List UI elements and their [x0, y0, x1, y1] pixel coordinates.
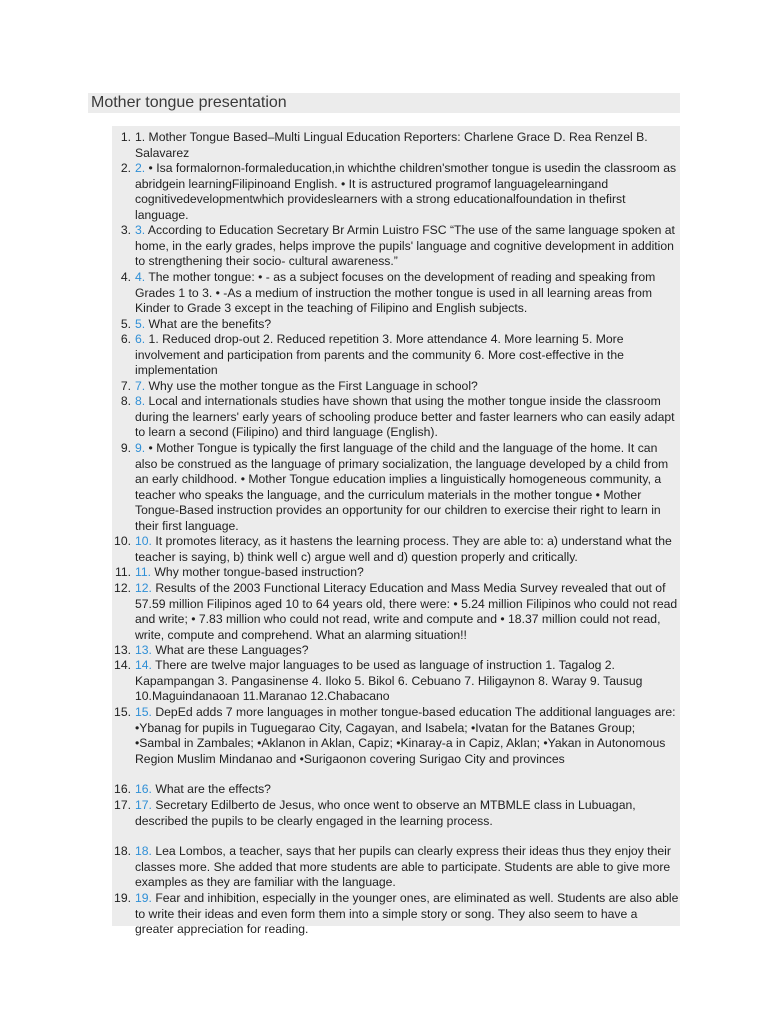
list-item-text [135, 782, 679, 798]
list-item-number: 12. [114, 581, 131, 595]
list-item-text [135, 223, 679, 270]
slide-link[interactable]: 16. [135, 782, 152, 796]
list-item-number: 6. [120, 332, 131, 346]
list-item-number: 15. [114, 705, 131, 719]
list-item-number: 17. [114, 798, 131, 812]
list-item-number: 13. [114, 643, 131, 657]
list-item-body: DepEd adds 7 more languages in mother tongue-based education The additional languages are: •Ybanag for pupils in Tuguegarao City, Cagayan, and Isabela; •Ivatan for the Batanes Group; •Sambal in Zambales; •Aklanon in Aklan, Capiz; •Kinaray-a in Capiz, Aklan; •Yakan in Autonomous Region Muslim Mindanao and •Surigaonon covering Surigao City and provinces [135, 705, 676, 766]
slide-link[interactable]: 17. [135, 798, 152, 812]
list-item-body: It promotes literacy, as it hastens the learning process. They are able to: a) understand what the teacher is saying, b) think well c) argue well and d) question properly and critically. [135, 534, 672, 564]
list-item-number: 9. [120, 441, 131, 455]
list-item-body: • Mother Tongue is typically the first language of the child and the language of the home. It can also be construed as the language of primary socialization, the language developed by a child from an early childhood. • Mother Tongue education implies a linguistically homogeneous community, a teacher who speaks the language, and the curriculum materials in the mother tongue • Mother Tongue-Based instruction provides an opportunity for our children to exercise their right to learn in their first language. [135, 441, 669, 533]
list-item-body: There are twelve major languages to be used as language of instruction 1. Tagalog 2. Kapampangan 3. Pangasinense 4. Iloko 5. Bikol 6. Cebuano 7. Hiligaynon 8. Waray 9. Tausug 10.Maguindanaoan 11.Maranao 12.Chabacano [135, 658, 643, 703]
slide-link[interactable]: 10. [135, 534, 152, 548]
list-item-text [135, 844, 679, 891]
list-item-number: 7. [120, 379, 131, 393]
list-item-number: 1. [120, 130, 131, 144]
list-item-text [135, 441, 679, 534]
document-title: Mother tongue presentation [91, 94, 287, 111]
list-item-number: 14. [114, 658, 131, 672]
list-item-body: 1. Reduced drop-out 2. Reduced repetition 3. More attendance 4. More learning 5. More involvement and participation from parents and the community 6. More cost-effective in the implementation [135, 332, 624, 377]
list-item-text [135, 130, 679, 161]
slide-link[interactable]: 6. [135, 332, 146, 346]
list-item-body: Lea Lombos, a teacher, says that her pupils can clearly express their ideas thus they enjoy their classes more. She added that more students are able to participate. Students are able to give more examples as they are familiar with the language. [135, 844, 671, 889]
list-item-body: 1. Mother Tongue Based–Multi Lingual Education Reporters: Charlene Grace D. Rea Renzel B. Salavarez [135, 130, 648, 160]
list-item-text [135, 379, 679, 395]
slide-link[interactable]: 7. [135, 379, 146, 393]
slide-link[interactable]: 3. [135, 223, 146, 237]
list-item-text [135, 565, 679, 581]
list-item-text [135, 798, 679, 829]
list-item-text [135, 394, 679, 441]
list-item-text [135, 534, 679, 565]
slide-link[interactable]: 11. [135, 565, 152, 579]
list-item-body: According to Education Secretary Br Armin Luistro FSC “The use of the same language spoken at home, in the early grades, helps improve the pupils' language and cognitive development in addition to strengthening their socio- cultural awareness.” [135, 223, 675, 268]
list-item-body: What are the effects? [151, 782, 271, 796]
list-item-text [135, 891, 679, 938]
list-item-number: 8. [120, 394, 131, 408]
document-title-bar [88, 93, 680, 113]
list-item-number: 18. [114, 844, 131, 858]
list-item-number: 16. [114, 782, 131, 796]
list-item-text [135, 332, 679, 379]
slide-link[interactable]: 19. [135, 891, 152, 905]
list-item-text [135, 658, 679, 705]
slide-link[interactable]: 12. [135, 581, 152, 595]
slide-link[interactable]: 8. [135, 394, 146, 408]
list-item-number: 2. [120, 161, 131, 175]
list-item-text [135, 581, 679, 643]
list-item-body: • Isa formalornon-formaleducation,in whichthe children'smother tongue is usedin the classroom as abridgein learningFilipinoand English. • It is astructured programof languagelearningand cognitivedevelopmentwhich provideslearners with a strong educationalfoundation in thefirst language. [135, 161, 677, 222]
list-item-number: 11. [114, 565, 131, 579]
list-item-body: Secretary Edilberto de Jesus, who once went to observe an MTBMLE class in Lubuagan, described the pupils to be clearly engaged in the learning process. [135, 798, 636, 828]
list-item-text [135, 705, 679, 767]
list-item-number: 19. [114, 891, 131, 905]
list-item-number: 10. [114, 534, 131, 548]
list-item-text [135, 270, 679, 317]
list-item-body: Results of the 2003 Functional Literacy Education and Mass Media Survey revealed that out of 57.59 million Filipinos aged 10 to 64 years old, there were: • 5.24 million Filipinos who could not read and write; • 7.83 million who could not read, write and compute and • 18.37 million could not read, write, compute and comprehend. What an alarming situation!! [135, 581, 678, 642]
list-item-text [135, 161, 679, 223]
slide-link[interactable]: 14. [135, 658, 152, 672]
list-item-body: What are the benefits? [145, 317, 272, 331]
slide-link[interactable]: 9. [135, 441, 146, 455]
list-item-number: 4. [120, 270, 131, 284]
list-item-body: The mother tongue: • - as a subject focuses on the development of reading and speaking from Grades 1 to 3. • -As a medium of instruction the mother tongue is used in all learning areas from Kinder to Grade 3 except in the teaching of Filipino and English subjects. [135, 270, 656, 315]
list-item-body: Fear and inhibition, especially in the younger ones, are eliminated as well. Students are also able to write their ideas and even form them into a simple story or song. They also seem to have a greater appreciation for reading. [135, 891, 679, 936]
list-item-body: What are these Languages? [151, 643, 309, 657]
content-panel [112, 126, 680, 936]
slide-link[interactable]: 4. [135, 270, 146, 284]
slide-link[interactable]: 5. [135, 317, 146, 331]
list-item-body: Local and internationals studies have shown that using the mother tongue inside the classroom during the learners' early years of schooling produce better and faster learners who can easily adapt to learn a second (Filipino) and third language (English). [135, 394, 675, 439]
slide-link[interactable]: 15. [135, 705, 152, 719]
list-item-number: 5. [120, 317, 131, 331]
list-item-number: 3. [120, 223, 131, 237]
list-item-body: Why mother tongue-based instruction? [151, 565, 364, 579]
slide-link[interactable]: 2. [135, 161, 146, 175]
list-item-text [135, 643, 679, 659]
slide-link[interactable]: 18. [135, 844, 152, 858]
slide-link[interactable]: 13. [135, 643, 152, 657]
list-item-body: Why use the mother tongue as the First Language in school? [145, 379, 478, 393]
list-item-text [135, 317, 679, 333]
